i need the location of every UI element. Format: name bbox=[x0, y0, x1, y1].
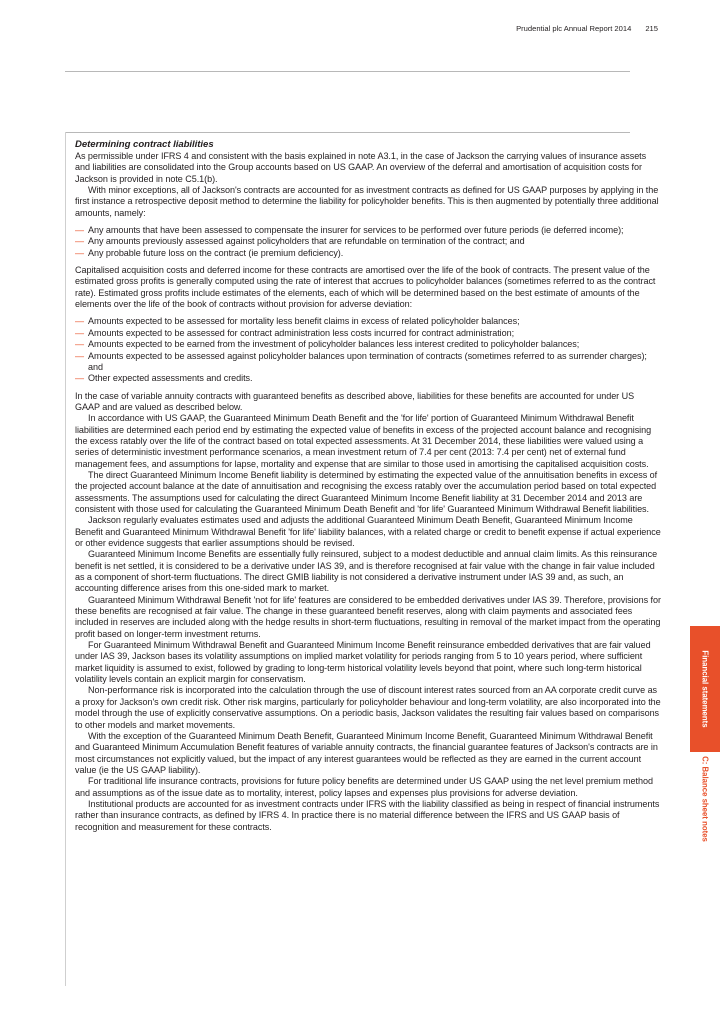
page-header bbox=[516, 24, 658, 33]
paragraph: Guaranteed Minimum Income Benefits are essentially fully reinsured, subject to a modest deductible and annual claim limits. As this reinsurance benefit is net settled, it is considered to be a derivative under IAS 39, and is therefore recognised at fair value with the change in fair value included as a component of short-term fluctuations. The direct GMIB liability is not considered a derivative instrument under IAS 39 and, as such, an accounting difference arises from this one-sided mark to market. bbox=[75, 549, 658, 594]
list-item: — Amounts expected to be assessed for mortality less benefit claims in excess of related policyholder balances; bbox=[75, 316, 520, 327]
paragraph: For Guaranteed Minimum Withdrawal Benefit and Guaranteed Minimum Income Benefit reinsurance embedded derivatives that are fair valued under IAS 39, Jackson bases its volatility assumptions on implied market volatility for periods ranging from 5 to 10 years period, where sufficient market liquidity is assumed to exist, followed by grading to long-term historical volatility levels beyond that point, where such long-term historical volatility levels contain an explicit margin for conservatism. bbox=[75, 640, 651, 685]
section-divider bbox=[65, 132, 630, 133]
bullet-list bbox=[75, 225, 661, 259]
list-item: — Amounts expected to be assessed against policyholder balances upon termination of contracts (sometimes referred to as surrender charges); and bbox=[75, 350, 647, 372]
paragraph: In the case of variable annuity contracts with guaranteed benefits as described above, liabilities for these benefits are accounted for under US GAAP and are valued as described below. bbox=[75, 390, 635, 412]
paragraph: Jackson regularly evaluates estimates used and adjusts the additional Guaranteed Minimum Death Benefit, Guaranteed Minimum Income Benefit and Guaranteed Minimum Withdrawal Benefit 'for life' liability balances, with a related charge or credit to benefit expense if actual experience or other evidence suggests that earlier assumptions should be revised. bbox=[75, 515, 661, 548]
financial-statements-label: Financial statements bbox=[700, 650, 710, 728]
dash-bullet-icon: — bbox=[75, 247, 84, 258]
dash-bullet-icon: — bbox=[75, 316, 84, 327]
paragraph: Capitalised acquisition costs and deferred income for these contracts are amortised over the life of the book of contracts. The present value of the estimated gross profits is generally computed using the rate of interest that accrues to policyholder balances (sometimes referred to as the contract rate). Estimated gross profits include estimates of the elements, each of which will be determined based on the best estimate of amounts of the elements over the life of the book of contracts without provision for adverse deviation: bbox=[75, 265, 656, 310]
paragraph: Non-performance risk is incorporated into the calculation through the use of discount interest rates sourced from an AA corporate credit curve as a proxy for Jackson's own credit risk. Other risk margins, particularly for policyholder behaviour and long-term volatility, are also incorporated into the model through the use of explicitly conservative assumptions. On a periodic basis, Jackson validates the resulting fair values based on comparisons to other models and market movements. bbox=[75, 685, 661, 730]
dash-bullet-icon: — bbox=[75, 350, 84, 361]
dash-bullet-icon: — bbox=[75, 339, 84, 350]
report-title: Prudential plc Annual Report 2014 bbox=[516, 24, 632, 33]
paragraph: With minor exceptions, all of Jackson's contracts are accounted for as investment contracts as defined for US GAAP purposes by applying in the first instance a retrospective deposit method to determine the liability for policyholder benefits. This is then augmented by potentially three additional amounts, namely: bbox=[75, 185, 659, 218]
paragraph: As permissible under IFRS 4 and consistent with the basis explained in note A3.1, in the case of Jackson the carrying values of insurance assets and liabilities are consolidated into the Group accounts based on US GAAP. An overview of the deferral and amortisation of acquisition costs for Jackson is provided in note C5.1(b). bbox=[75, 151, 647, 184]
list-item: — Amounts expected to be assessed for contract administration less costs incurred for contract administration; bbox=[75, 327, 515, 338]
header-divider bbox=[65, 71, 630, 72]
paragraph: Institutional products are accounted for as investment contracts under IFRS with the liability classified as being in respect of financial instruments rather than insurance contracts, as defined by IFRS 4. In practice there is no material difference between the IFRS and US GAAP basis of recognition and measurement for these contracts. bbox=[75, 798, 660, 832]
section-heading: Determining contract liabilities bbox=[75, 139, 214, 150]
left-margin-rule bbox=[65, 132, 66, 986]
dash-bullet-icon: — bbox=[75, 373, 84, 384]
list-item: — Other expected assessments and credits. bbox=[75, 373, 253, 384]
paragraph: For traditional life insurance contracts, provisions for future policy benefits are determined under US GAAP using the net level premium method and assumptions as of the issue date as to mortality, interest, policy lapses and expenses plus provisions for adverse deviation. bbox=[75, 776, 653, 798]
dash-bullet-icon: — bbox=[75, 236, 84, 247]
document-body bbox=[75, 139, 661, 833]
page-number: 215 bbox=[645, 24, 658, 33]
paragraph: The direct Guaranteed Minimum Income Benefit liability is determined by estimating the expected value of the annuitisation benefits in excess of the projected account balance at the date of annuitisation and recognising the excess ratably over the accumulation period based on total expected assessments. The assumptions used for calculating the direct Guaranteed Minimum Income Benefit liability at 31 December 2014 and 2013 are consistent with those used for calculating the Guaranteed Minimum Death Benefit and 'for life' Guaranteed Minimum Withdrawal Benefit liabilities. bbox=[75, 469, 658, 514]
financial-statements-tab[interactable] bbox=[690, 626, 720, 752]
paragraph: In accordance with US GAAP, the Guaranteed Minimum Death Benefit and the 'for life' portion of Guaranteed Minimum Withdrawal Benefit liabilities are determined each period end by estimating the expected value of benefits in excess of the projected account balance and recognising the excess ratably over the life of the contract based on total expected assessments. At 31 December 2014, these liabilities were valued using a series of deterministic investment performance scenarios, a mean investment return of 7.4 per cent (2013: 7.4 per cent) net of external fund management fees, and assumptions for lapse, mortality and expense that are similar to those used in amortising the capitalised acquisition costs. bbox=[75, 413, 652, 469]
section-tab[interactable] bbox=[690, 752, 720, 846]
paragraph: With the exception of the Guaranteed Minimum Death Benefit, Guaranteed Minimum Income Benefit, Guaranteed Minimum Withdrawal Benefit and Guaranteed Minimum Accumulation Benefit features of variable annuity contracts, the financial guarantee features of Jackson's contracts are in most circumstances not explicitly valued, but the impact of any interest guarantees would be reflected as they are earned in the current account value (ie the US GAAP liability). bbox=[75, 730, 658, 775]
section-tab-label: C: Balance sheet notes bbox=[700, 756, 710, 842]
bullet-list bbox=[75, 316, 661, 384]
paragraph: Guaranteed Minimum Withdrawal Benefit 'not for life' features are considered to be embedded derivatives under IAS 39. Therefore, provisions for these benefits are recognised at fair value. The change in these guaranteed benefit reserves, along with claim payments and associated fees included in reserves are included along with the hedge results in short-term fluctuations, resulting in removal of the market impact from the operating profit based on longer-term investment returns. bbox=[75, 594, 661, 639]
list-item: — Any amounts that have been assessed to compensate the insurer for services to be performed over future periods (ie deferred income); bbox=[75, 225, 624, 236]
list-item: — Amounts expected to be earned from the investment of policyholder balances less interest credited to policyholder balances; bbox=[75, 339, 580, 350]
dash-bullet-icon: — bbox=[75, 327, 84, 338]
list-item: — Any probable future loss on the contract (ie premium deficiency). bbox=[75, 247, 344, 258]
dash-bullet-icon: — bbox=[75, 225, 84, 236]
list-item: — Any amounts previously assessed against policyholders that are refundable on termination of the contract; and bbox=[75, 236, 525, 247]
